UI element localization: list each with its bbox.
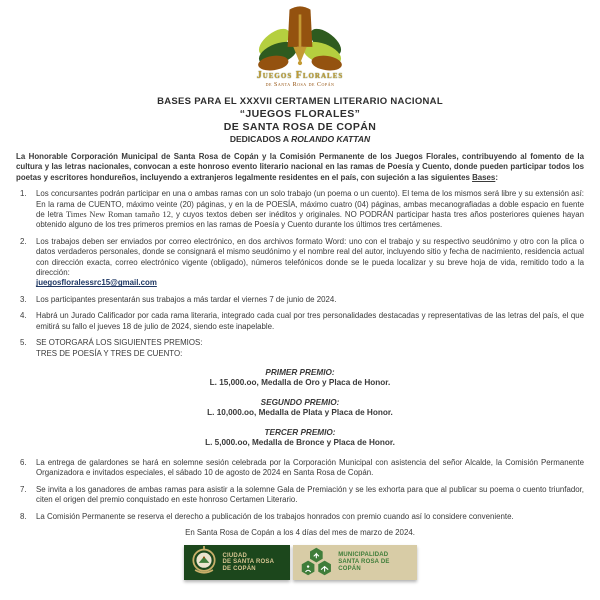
- item-number: 5.: [20, 338, 27, 348]
- logo: [16, 3, 584, 89]
- item-text: La entrega de galardones se hará en solemne sesión celebrada por la Corporación Municipal con asistencia del señor Alcalde, la Comisión Permanente Organizadora e invitados especiales, el sábado 10 de agosto de 2024 en Santa Rosa de Copán.: [36, 457, 584, 478]
- prize-title: SEGUNDO PREMIO:: [260, 397, 340, 407]
- prize-title: TERCER PREMIO:: [264, 427, 336, 437]
- item-number: 4.: [20, 311, 27, 321]
- intro-suffix: :: [495, 172, 498, 182]
- prize-detail: L. 5,000.oo, Medalla de Bronce y Placa de Honor.: [205, 438, 395, 448]
- title-dedication: [16, 134, 584, 145]
- dedication-prefix: DEDICADOS A: [229, 134, 292, 144]
- item-text: [36, 189, 584, 231]
- item-text: [36, 237, 584, 289]
- logo-subtitle: de Santa Rosa de Copán: [265, 82, 335, 88]
- title-line-3: DE SANTA ROSA DE COPÁN: [223, 121, 377, 133]
- intro-paragraph: [16, 152, 584, 183]
- prize-second: [16, 398, 584, 419]
- city-logo-line: DE SANTA ROSA: [222, 559, 275, 566]
- item-number: 2.: [20, 236, 27, 246]
- list-item-3: [16, 295, 584, 305]
- item-1-text-before: Los concursantes podrán participar en una o ambas ramas con un solo trabajo (un poema o un cuento). El tema de los mismos será libre y su extensión así: En la rama de CUENTO, máximo veinte (20) páginas, y en la de POESÍA, máximo cuatro (04) páginas, ambas mecanografiadas a doble espacio en fuente de letra: [36, 189, 584, 220]
- item-1-text-after: , y cuyos textos deben ser inéditos y originales. NO PODRÁN participar hasta tres años posteriores quienes hayan obtenido alguno de los tres primeros premios en las ramas de Poesía y Cuento durante los últimos tres certámenes.: [36, 210, 585, 230]
- title-line-1: BASES PARA EL XXXVII CERTAMEN LITERARIO NACIONAL: [157, 96, 443, 107]
- item-number: 1.: [20, 189, 27, 199]
- list-item-4: [16, 311, 584, 332]
- intro-text: La Honorable Corporación Municipal de Santa Rosa de Copán y la Comisión Permanente de los Juegos Florales, contribuyendo al fomento de la cultura y las letras nacionales, convocan a este honroso evento literario nacional en las ramas de Poesía y Cuento, donde pueden participar todos los poetas y escritores hondureños, incluyendo a extranjeros legalmente residentes en el país, con sujeción a las siguientes: [16, 152, 584, 182]
- item-text: Los participantes presentarán sus trabajos a más tardar el viernes 7 de junio de 2024.: [36, 294, 337, 304]
- title-line-2: “JUEGOS FLORALES”: [239, 108, 361, 120]
- item-text: Habrá un Jurado Calificador por cada rama literaria, integrado cada cual por tres personalidades destacadas y representativas de las letras del país, el que emitirá su fallo el jueves 18 de julio de 2024, siendo este inapelable.: [36, 311, 584, 331]
- rules-list: [16, 189, 584, 522]
- closing-line: En Santa Rosa de Copán a los 4 días del mes de marzo de 2024.: [185, 527, 415, 537]
- prize-detail: L. 15,000.oo, Medalla de Oro y Placa de Honor.: [209, 378, 391, 388]
- item-text: La Comisión Permanente se reserva el derecho a publicación de los trabajos honrados con premio cuando así lo considere conveniente.: [36, 511, 514, 521]
- item-5-line-1: SE OTORGARÁ LOS SIGUIENTES PREMIOS:: [36, 338, 203, 348]
- item-1-serif-text: Times New Roman tamaño 12: [65, 210, 171, 220]
- city-logo-line: DE COPÁN: [222, 565, 256, 572]
- prize-first: [16, 368, 584, 389]
- item-2-text: Los trabajos deben ser enviados por correo electrónico, en dos archivos formato Word: uno con el trabajo y su respectivo seudónimo y otro con la plica o datos verdaderos personales, donde se consignará el mismo seudónimo y el nombre real del autor, incluyendo sitio y fecha de nacimiento, residencia actual con dirección exacta, correo electrónico vigente (obligado), números telefónicos donde se le pueda localizar y su breve hoja de vida, remitido todo a la dirección:: [36, 236, 584, 278]
- item-number: 8.: [20, 511, 27, 521]
- city-logo-text: [223, 553, 275, 573]
- list-item-5: [16, 338, 584, 359]
- list-item-1: [16, 189, 584, 231]
- document-title: [16, 96, 584, 145]
- dedication-name: ROLANDO KATTAN: [291, 134, 371, 144]
- municipality-logo-text: [338, 552, 411, 572]
- municipality-logo: [293, 545, 417, 580]
- item-number: 3.: [20, 294, 27, 304]
- item-number: 6.: [20, 457, 27, 467]
- municipality-logo-line: MUNICIPALIDAD: [338, 552, 389, 559]
- item-text: Se invita a los ganadores de ambas ramas para asistir a la solemne Gala de Premiación y se les exhorta para que al publicar su poema o cuento triunfador, citen el origen del premio conquistado en este honroso Certamen Literario.: [36, 484, 584, 505]
- footer-logos: [16, 545, 584, 580]
- item-number: 7.: [20, 484, 27, 494]
- list-item-8: [16, 512, 584, 522]
- prize-third: [16, 428, 584, 449]
- city-crest-icon: [188, 546, 220, 578]
- list-item-2: [16, 237, 584, 289]
- item-5-line-2: TRES DE POESÍA Y TRES DE CUENTO:: [36, 348, 183, 358]
- prize-detail: L. 10,000.oo, Medalla de Plata y Placa de Honor.: [207, 408, 393, 418]
- prize-title: PRIMER PREMIO:: [265, 367, 335, 377]
- prizes-section: [16, 368, 584, 449]
- list-item-6: [16, 458, 584, 479]
- list-item-7: [16, 485, 584, 506]
- municipality-logo-line: SANTA ROSA DE COPÁN: [338, 559, 390, 572]
- bases-word: Bases: [472, 172, 496, 182]
- item-text: [36, 338, 584, 359]
- logo-title: Juegos Florales: [256, 70, 344, 81]
- email-link[interactable]: juegosfloralessrc15@gmail.com: [36, 278, 157, 288]
- municipality-hexagons-icon: [298, 547, 335, 577]
- city-logo-line: CIUDAD: [222, 552, 248, 559]
- city-logo: [184, 545, 290, 580]
